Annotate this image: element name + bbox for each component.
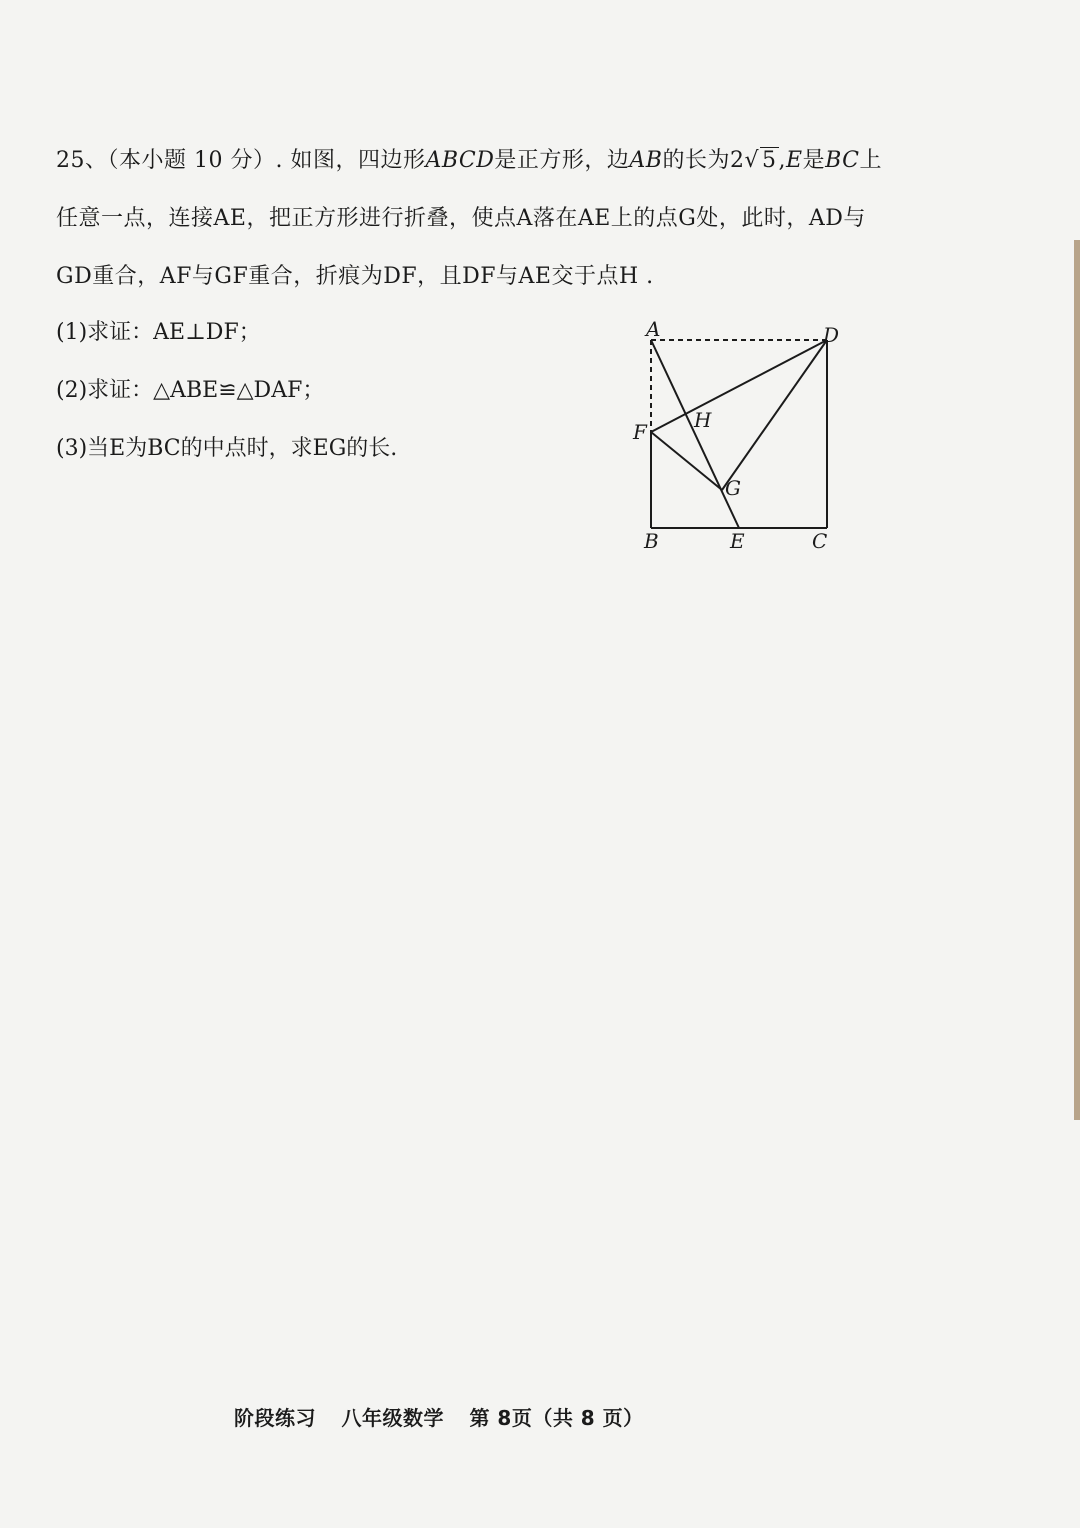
question-3: (3)当E为BC的中点时，求EG的长.	[56, 436, 398, 461]
label-H: H	[694, 408, 712, 432]
problem-line-1: 25、（本小题 10 分）. 如图，四边形ABCD是正方形，边AB的长为2√ 5,E是BC上	[56, 146, 882, 176]
label-F: F	[633, 420, 647, 444]
footer-left: 阶段练习	[234, 1406, 316, 1430]
label-A: A	[646, 317, 661, 341]
square-fold-figure	[620, 310, 850, 560]
problem-line-2: 任意一点，连接AE，把正方形进行折叠，使点A落在AE上的点G处，此时，AD与	[56, 206, 866, 231]
question-2: (2)求证：△ABE≌△DAF；	[56, 378, 325, 403]
segment-FD	[651, 340, 827, 432]
problem-line-3: GD重合，AF与GF重合，折痕为DF，且DF与AE交于点H .	[56, 264, 654, 289]
label-G: G	[725, 476, 741, 500]
label-C: C	[812, 529, 828, 553]
label-B: B	[644, 529, 659, 553]
label-D: D	[823, 323, 840, 347]
footer-right: 第 8页（共 8 页）	[469, 1406, 644, 1430]
label-E: E	[730, 529, 745, 553]
page-footer	[234, 1402, 662, 1431]
segment-FG	[651, 432, 722, 490]
page-edge-shadow	[1074, 240, 1080, 1120]
segment-GD	[722, 340, 827, 490]
question-1: (1)求证：AE⊥DF；	[56, 320, 261, 345]
sqrt-expression: √ 5	[744, 148, 777, 173]
footer-middle: 八年级数学	[341, 1406, 444, 1430]
